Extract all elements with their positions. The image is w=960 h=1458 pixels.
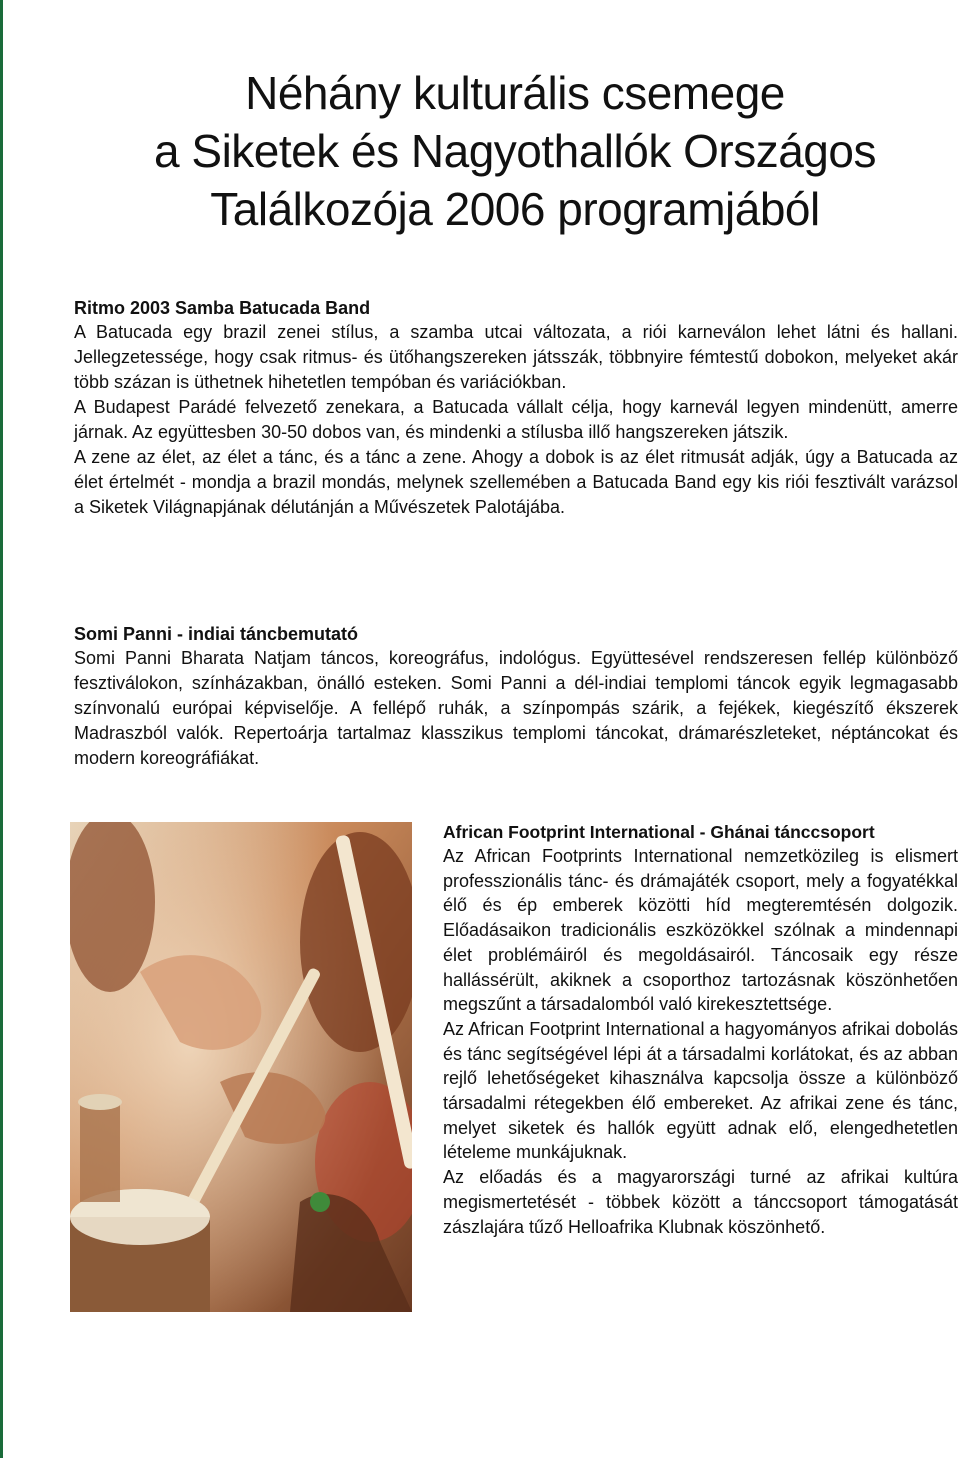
section-heading: African Footprint International - Ghánai tánccsoport xyxy=(443,822,875,842)
left-border-rule xyxy=(0,0,3,1458)
section-body xyxy=(74,646,958,771)
section-ritmo xyxy=(74,296,958,520)
section-heading: Ritmo 2003 Samba Batucada Band xyxy=(74,298,371,318)
paragraph: A Batucada egy brazil zenei stílus, a szamba utcai változata, a riói karneválon lehet látni és hallani. Jellegzetessége, hogy csak ritmus- és ütőhangszereken játsszák, többnyire fémtestű dobokon, melyeket akár több százan is üthetnek hihetetlen tempóban és variációkban. xyxy=(74,322,958,392)
drummers-photo-image xyxy=(70,822,412,1312)
drummers-photo xyxy=(70,822,412,1312)
paragraph: Az előadás és a magyarországi turné az afrikai kultúra megismertetését - többek között a tánccsoport támogatását zászlajára tűző Helloafrika Klubnak köszönhető. xyxy=(443,1167,958,1237)
paragraph: Az African Footprint International a hagyományos afrikai dobolás és tánc segítségével lépi át a társadalmi korlátokat, és az abban rejlő lehetőségeket kihasználva kapcsolja össze a különböző társadalmi rétegekben élő embereket. Az afrikai zene és tánc, melyet siketek és hallók együtt adnak elő, elengedhetetlen lételeme munkájuknak. xyxy=(443,1018,958,1163)
paragraph: A zene az élet, az élet a tánc, és a tánc a zene. Ahogy a dobok is az élet ritmusát adják, úgy a Batucada az élet értelmét - mondja a brazil mondás, melynek szellemében a Batucada Band egy kis riói fesztivált varázsol a Siketek Világnapjának délutánján a Művészetek Palotájába. xyxy=(74,447,958,517)
paragraph: A Budapest Parádé felvezető zenekara, a Batucada vállalt célja, hogy karnevál legyen mindenütt, amerre járnak. Az együttesben 30-50 dobos van, és mindenki a stílusba illő hangszereken játszik. xyxy=(74,397,958,442)
section-african xyxy=(443,820,958,1239)
section-body xyxy=(74,320,958,520)
page-title xyxy=(60,64,960,238)
section-body xyxy=(443,844,958,1239)
section-heading: Somi Panni - indiai táncbemutató xyxy=(74,624,359,644)
title-line-2: a Siketek és Nagyothallók Országos xyxy=(154,125,876,177)
paragraph: Az African Footprints International nemzetközileg is elismert professzionális tánc- és drámajáték csoport, mely a fogyatékkal élő és ép emberek közötti híd megteremtésén dolgozik. Előadásaikon tradicionális eszközökkel szólnak a mindennapi élet problémáiról és megoldásairól. Táncosaik egy része hallássérült, akiknek a csoporthoz tartozásnak köszönhetően megszűnt a társadalomból való kirekesztettsége. xyxy=(443,846,958,1015)
paragraph: Somi Panni Bharata Natjam táncos, koreográfus, indológus. Együttesével rendszeresen fellép különböző fesztiválokon, színházakban, önálló esteken. Somi Panni a dél-indiai templomi táncok egyik legmagasabb színvonalú európai képviselője. A fellépő ruhák, a színpompás szárik, a fejékek, kiegészítő ékszerek Madraszból valók. Repertoárja tartalmaz klasszikus templomi táncokat, drámarészleteket, néptáncokat és modern koreográfiákat. xyxy=(74,648,958,768)
title-line-1: Néhány kulturális csemege xyxy=(245,67,785,119)
section-somi xyxy=(74,622,958,771)
title-line-3: Találkozója 2006 programjából xyxy=(210,183,820,235)
